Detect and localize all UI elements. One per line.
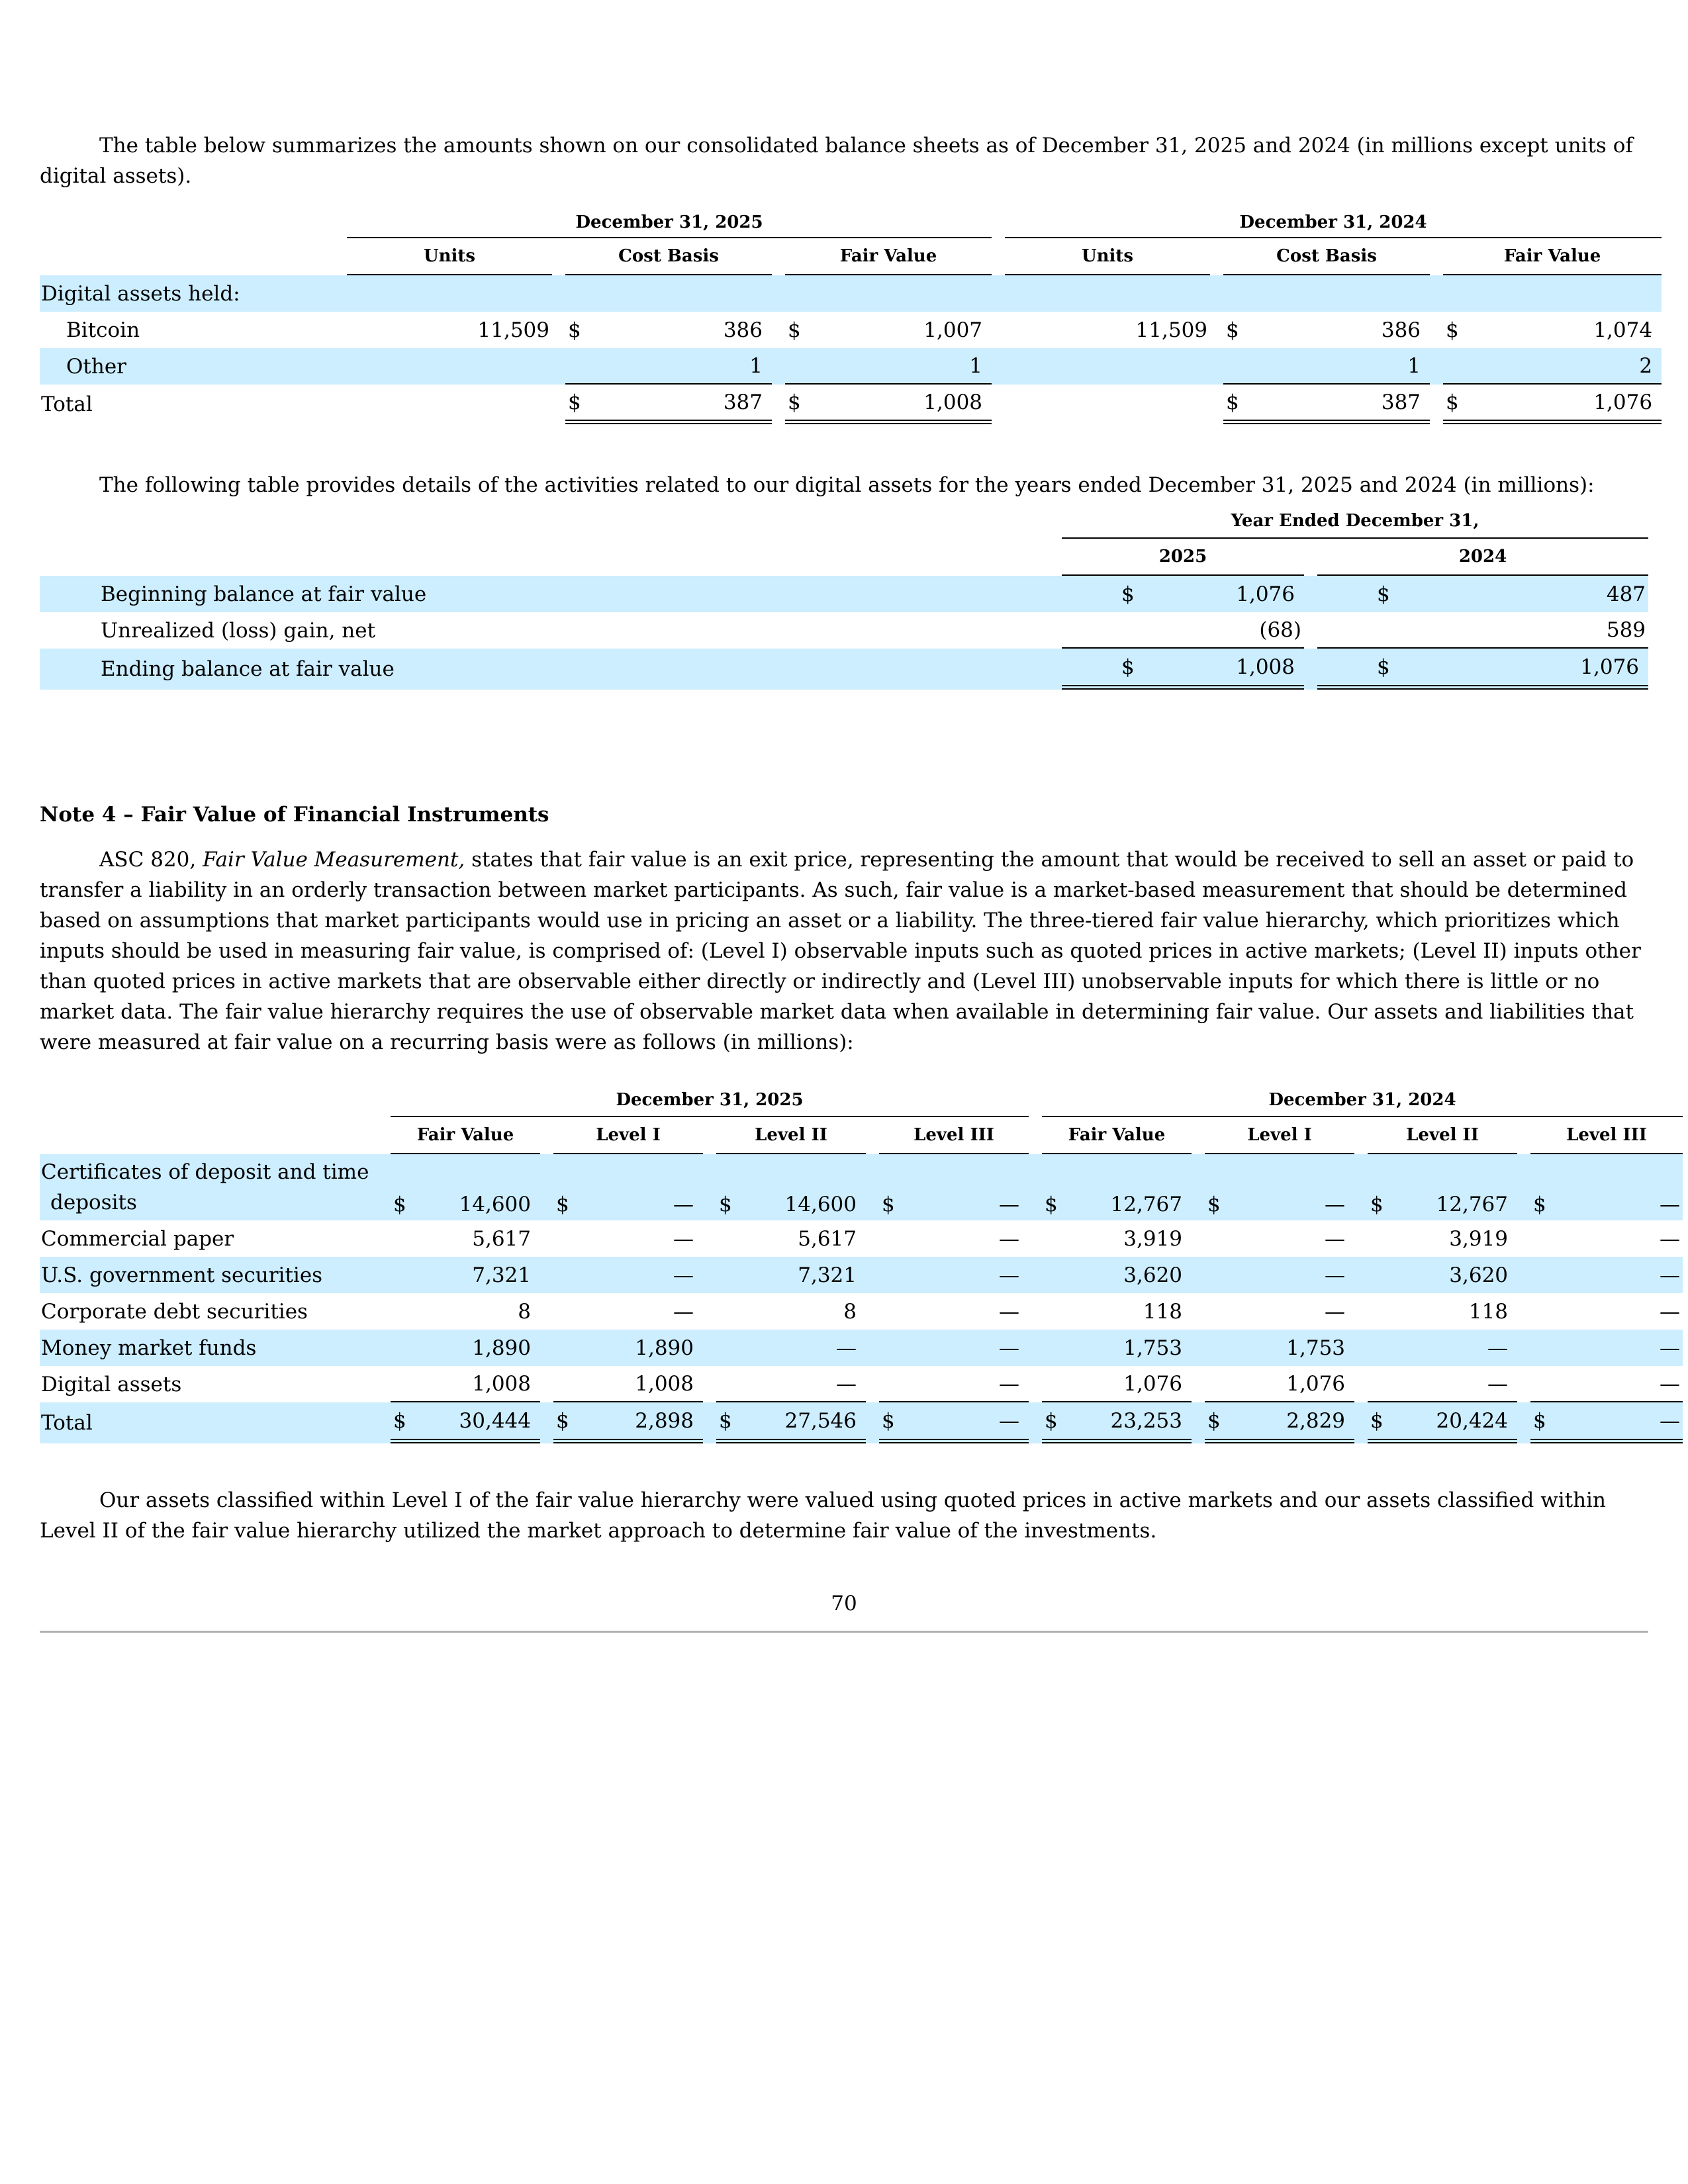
cell-value: 118 <box>1143 1299 1183 1324</box>
section-label: Digital assets held: <box>40 275 338 312</box>
currency-symbol: $ <box>1317 649 1381 690</box>
cell-value: 387 <box>592 385 772 424</box>
cell-value: 1,890 <box>580 1330 703 1366</box>
cell-value: 118 <box>1468 1299 1509 1324</box>
cell-value: 386 <box>723 318 763 342</box>
cell-value: 1 <box>812 348 992 385</box>
col-header: Units <box>1005 238 1210 275</box>
cell-value: 2,829 <box>1231 1402 1354 1443</box>
year-ended-header: Year Ended December 31, <box>1062 504 1648 539</box>
col-header: Level I <box>1205 1117 1354 1154</box>
col-header: Level II <box>716 1117 866 1154</box>
cell-value: 1,753 <box>1068 1330 1192 1366</box>
cell-value: 8 <box>518 1299 531 1324</box>
cell-value: 3,620 <box>1394 1257 1517 1293</box>
cell-value: — <box>906 1366 1029 1402</box>
currency-symbol: $ <box>553 1154 580 1220</box>
cell-value: 3,620 <box>1068 1257 1192 1293</box>
cell-value: 1 <box>1250 348 1430 385</box>
table-row <box>40 1293 1683 1330</box>
currency-symbol: $ <box>1042 1402 1068 1443</box>
table-row <box>40 576 1648 612</box>
cell-value: — <box>580 1257 703 1293</box>
row-label: Money market funds <box>40 1330 381 1366</box>
cell-value: — <box>1325 1299 1346 1324</box>
table-row <box>40 612 1648 649</box>
currency-symbol: $ <box>1223 385 1250 424</box>
cell-value: 387 <box>1250 385 1430 424</box>
note-4-italic: Fair Value Measurement, <box>203 848 465 872</box>
cell-value: — <box>906 1257 1029 1293</box>
cell-value: — <box>906 1402 1029 1443</box>
cell-value: — <box>906 1154 1029 1220</box>
currency-symbol: $ <box>553 1402 580 1443</box>
cell-value: 1,008 <box>417 1366 540 1402</box>
table-row <box>40 312 1662 348</box>
table-row <box>40 348 1662 385</box>
cell-value: — <box>999 1226 1020 1251</box>
digital-assets-activity-table <box>40 504 1648 690</box>
table-row <box>40 1366 1683 1402</box>
col-header: Level III <box>879 1117 1029 1154</box>
cell-value: 1 <box>592 348 772 385</box>
period-header-2024: December 31, 2024 <box>1005 208 1662 238</box>
cell-value: 7,321 <box>743 1257 866 1293</box>
cell-value: — <box>673 1299 694 1324</box>
currency-symbol: $ <box>788 318 801 342</box>
currency-symbol: $ <box>1062 649 1125 690</box>
currency-symbol: $ <box>1368 1402 1394 1443</box>
closing-paragraph: Our assets classified within Level I of the fair value hierarchy were valued using quoted prices in active markets and our assets classified within Level II of the fair value hierarchy utilized the market approach to determine fair value of the investments. <box>40 1488 1606 1543</box>
cell-value: 1,076 <box>1125 576 1304 612</box>
row-label: Bitcoin <box>66 318 140 342</box>
fair-value-hierarchy-table <box>40 1084 1683 1443</box>
currency-symbol: $ <box>1226 318 1239 342</box>
col-header: Cost Basis <box>565 238 772 275</box>
cell-value: — <box>1557 1330 1683 1366</box>
col-header: Units <box>347 238 552 275</box>
intro-paragraph-2: The following table provides details of the activities related to our digital assets for the years ended December 31, 2025 and 2024 (in millions): <box>99 473 1595 497</box>
col-header: Fair Value <box>1042 1117 1192 1154</box>
table-row <box>40 1257 1683 1293</box>
row-label-line-1: Certificates of deposit and time <box>41 1160 369 1184</box>
cell-value: 1,890 <box>417 1330 540 1366</box>
cell-value: 14,600 <box>417 1154 540 1220</box>
row-label: Unrealized (loss) gain, net <box>101 618 376 643</box>
cell-value: 23,253 <box>1068 1402 1192 1443</box>
cell-value: — <box>1557 1402 1683 1443</box>
page-number: 70 <box>831 1592 857 1615</box>
row-label: U.S. government securities <box>40 1257 381 1293</box>
cell-value: 27,546 <box>743 1402 866 1443</box>
cell-value: — <box>673 1226 694 1251</box>
cell-value: — <box>1660 1299 1681 1324</box>
note-4-title: Note 4 – Fair Value of Financial Instruments <box>40 803 549 827</box>
currency-symbol: $ <box>1446 318 1459 342</box>
cell-value: 11,509 <box>1135 318 1208 342</box>
col-header: Fair Value <box>785 238 992 275</box>
cell-value: 2 <box>1470 348 1662 385</box>
cell-value: — <box>1557 1366 1683 1402</box>
currency-symbol: $ <box>1062 576 1125 612</box>
currency-symbol: $ <box>1368 1154 1394 1220</box>
period-header-2024: December 31, 2024 <box>1042 1084 1683 1117</box>
table-row <box>40 1220 1683 1257</box>
col-header: Level I <box>553 1117 703 1154</box>
currency-symbol: $ <box>716 1402 743 1443</box>
currency-symbol: $ <box>391 1154 417 1220</box>
cell-value: — <box>743 1366 866 1402</box>
cell-value: 3,919 <box>1123 1226 1183 1251</box>
cell-value: 5,617 <box>472 1226 531 1251</box>
row-label: Total <box>41 392 93 416</box>
total-row <box>40 385 1662 424</box>
period-header-2025: December 31, 2025 <box>391 1084 1029 1117</box>
period-header-2025: December 31, 2025 <box>347 208 992 238</box>
cell-value: 386 <box>1381 318 1421 342</box>
cell-value: 1,074 <box>1593 318 1653 342</box>
cell-value: 30,444 <box>417 1402 540 1443</box>
currency-symbol: $ <box>879 1402 906 1443</box>
cell-value: 1,753 <box>1231 1330 1354 1366</box>
currency-symbol: $ <box>1205 1154 1231 1220</box>
currency-symbol: $ <box>1205 1402 1231 1443</box>
cell-value: — <box>1325 1226 1346 1251</box>
cell-value: 5,617 <box>798 1226 857 1251</box>
row-label: Commercial paper <box>41 1226 234 1251</box>
row-label: Corporate debt securities <box>41 1299 308 1324</box>
cell-value: (68) <box>1125 612 1304 649</box>
cell-value: 1,008 <box>1125 649 1304 690</box>
note-4-lead: ASC 820, <box>99 848 203 872</box>
cell-value: — <box>1231 1257 1354 1293</box>
intro-paragraph-1: The table below summarizes the amounts shown on our consolidated balance sheets as of December 31, 2025 and 2024 (in millions except units of digital assets). <box>40 134 1633 188</box>
currency-symbol: $ <box>1443 385 1470 424</box>
col-header: Level III <box>1530 1117 1683 1154</box>
cell-value: — <box>1557 1154 1683 1220</box>
cell-value <box>1005 348 1210 385</box>
cell-value: 1,007 <box>923 318 983 342</box>
cell-value: 487 <box>1381 576 1648 612</box>
cell-value: 2,898 <box>580 1402 703 1443</box>
cell-value: — <box>1394 1366 1517 1402</box>
cell-value: — <box>1557 1257 1683 1293</box>
note-4-body: states that fair value is an exit price, representing the amount that would be received to sell an asset or paid to transfer a liability in an orderly transaction between market participants. As such, fair value is a market-based measurement that should be determined based on assumptions that market participants would use in pricing an asset or a liability. The three-tiered fair value hierarchy, which prioritizes which inputs should be used in measuring fair value, is comprised of: (Level I) observable inputs such as quoted prices in active markets; (Level II) inputs other than quoted prices in active markets that are observable either directly or indirectly and (Level III) unobservable inputs for which there is little or no market data. The fair value hierarchy requires the use of observable market data when available in determining fair value. Our assets and liabilities that were measured at fair value on a recurring basis were as follows (in millions): <box>40 848 1641 1054</box>
digital-assets-table <box>40 208 1662 424</box>
cell-value: 8 <box>843 1299 857 1324</box>
row-label-line-2: deposits <box>50 1191 137 1214</box>
currency-symbol: $ <box>565 385 592 424</box>
cell-value <box>347 348 552 385</box>
cell-value: 11,509 <box>477 318 549 342</box>
row-label: Digital assets <box>41 1372 182 1396</box>
cell-value: — <box>999 1299 1020 1324</box>
cell-value: — <box>580 1154 703 1220</box>
row-label: Other <box>40 348 338 385</box>
note-4-paragraph <box>40 844 1648 1058</box>
row-label: Total <box>40 1402 381 1443</box>
cell-value: 14,600 <box>743 1154 866 1220</box>
col-header: Level II <box>1368 1117 1517 1154</box>
cell-value: — <box>906 1330 1029 1366</box>
cell-value: — <box>743 1330 866 1366</box>
cell-value: — <box>1231 1154 1354 1220</box>
currency-symbol: $ <box>716 1154 743 1220</box>
total-row <box>40 649 1648 690</box>
table-row <box>40 275 1662 312</box>
currency-symbol: $ <box>879 1154 906 1220</box>
total-row <box>40 1402 1683 1443</box>
currency-symbol: $ <box>1530 1154 1557 1220</box>
row-label: Ending balance at fair value <box>40 649 1022 690</box>
cell-value: 589 <box>1381 612 1648 649</box>
col-header: Fair Value <box>391 1117 540 1154</box>
currency-symbol: $ <box>568 318 581 342</box>
row-label <box>40 1154 381 1220</box>
cell-value: 20,424 <box>1394 1402 1517 1443</box>
cell-value: 12,767 <box>1394 1154 1517 1220</box>
currency-symbol: $ <box>391 1402 417 1443</box>
cell-value: 7,321 <box>417 1257 540 1293</box>
table-row <box>40 1154 1683 1220</box>
col-header: 2025 <box>1062 539 1304 576</box>
cell-value: — <box>1660 1226 1681 1251</box>
currency-symbol: $ <box>1042 1154 1068 1220</box>
cell-value: 1,076 <box>1231 1366 1354 1402</box>
cell-value: 1,076 <box>1068 1366 1192 1402</box>
cell-value: 1,076 <box>1381 649 1648 690</box>
cell-value: 3,919 <box>1449 1226 1509 1251</box>
col-header: Fair Value <box>1443 238 1662 275</box>
cell-value: 12,767 <box>1068 1154 1192 1220</box>
col-header: Cost Basis <box>1223 238 1430 275</box>
cell-value: 1,008 <box>812 385 992 424</box>
currency-symbol: $ <box>785 385 812 424</box>
cell-value: — <box>1394 1330 1517 1366</box>
cell-value: 1,076 <box>1470 385 1662 424</box>
cell-value: 1,008 <box>580 1366 703 1402</box>
footer-divider <box>40 1631 1648 1633</box>
col-header: 2024 <box>1317 539 1648 576</box>
currency-symbol: $ <box>1530 1402 1557 1443</box>
row-label: Beginning balance at fair value <box>40 576 1022 612</box>
table-row <box>40 1330 1683 1366</box>
currency-symbol: $ <box>1317 576 1381 612</box>
